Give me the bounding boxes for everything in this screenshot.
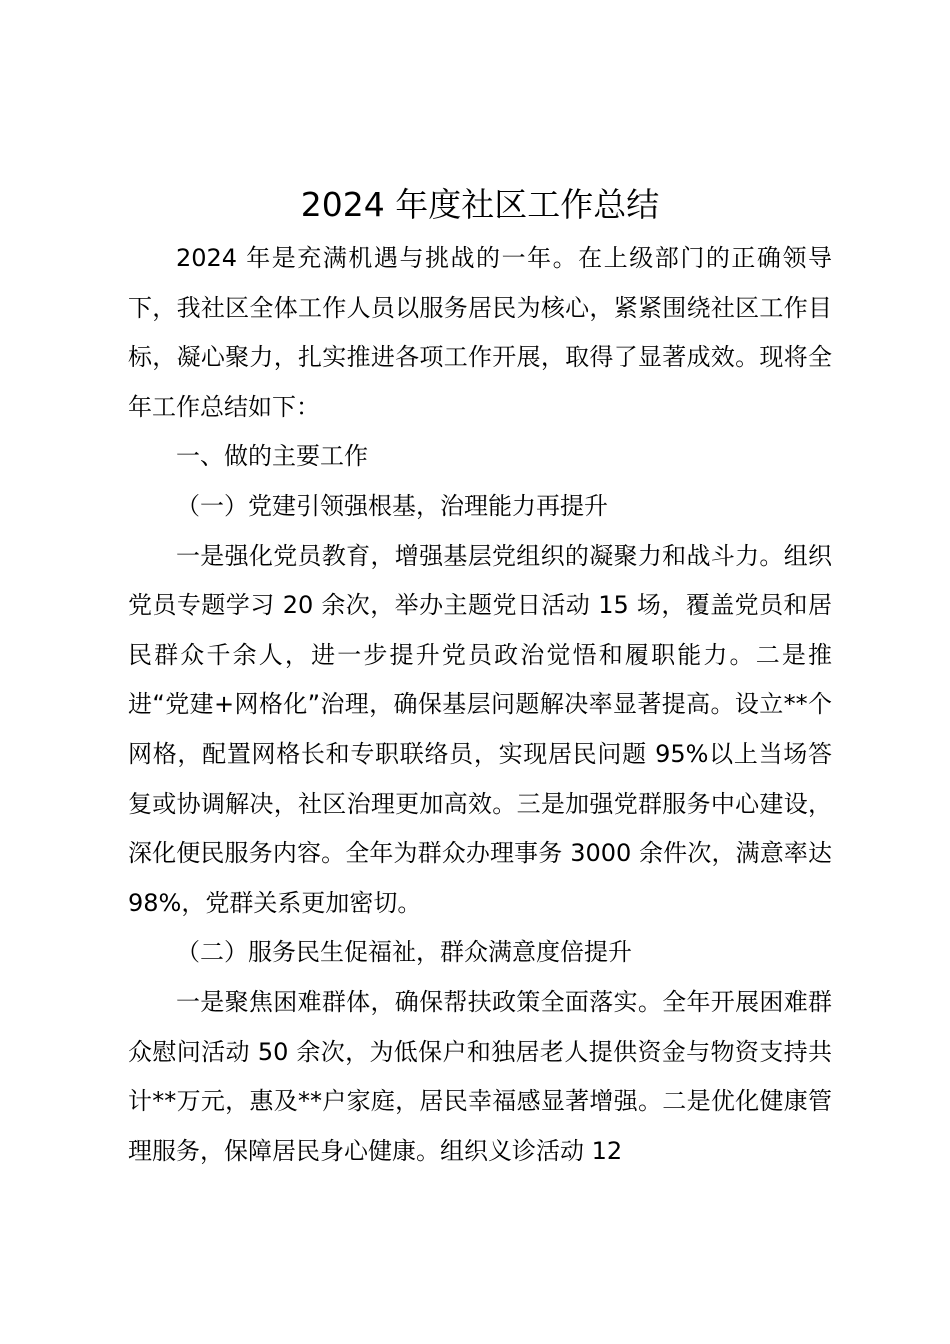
document-title: 2024 年度社区工作总结 (300, 185, 660, 224)
intro-paragraph: 2024 年是充满机遇与挑战的一年。在上级部门的正确领导下，我社区全体工作人员以服务居民为核心，紧紧围绕社区工作目标，凝心聚力，扎实推进各项工作开展，取得了显著成效。现将全年工作总结如下： (128, 244, 832, 421)
body-paragraph-1: 一是强化党员教育，增强基层党组织的凝聚力和战斗力。组织党员专题学习 20 余次，举办主题党日活动 15 场，覆盖党员和居民群众千余人，进一步提升党员政治觉悟和履职能力。二是推进“党建+网格化”治理，确保基层问题解决率显著提高。设立**个网格，配置网格长和专职联络员，实现居民问题 95%以上当场答复或协调解决，社区治理更加高效。三是加强党群服务中心建设，深化便民服务内容。全年为群众办理事务 3000 余件次，满意率达 98%，党群关系更加密切。 (128, 541, 832, 917)
subsection-heading-2: （二）服务民生促福祉，群众满意度倍提升 (176, 938, 632, 967)
section-heading: 一、做的主要工作 (176, 442, 368, 471)
body-paragraph-2: 一是聚焦困难群体，确保帮扶政策全面落实。全年开展困难群众慰问活动 50 余次，为低保户和独居老人提供资金与物资支持共计**万元，惠及**户家庭，居民幸福感显著增强。二是优化健康管理服务，保障居民身心健康。组织义诊活动 12 (128, 987, 832, 1165)
subsection-heading-1: （一）党建引领强根基，治理能力再提升 (176, 491, 608, 520)
document-page (128, 180, 832, 1176)
